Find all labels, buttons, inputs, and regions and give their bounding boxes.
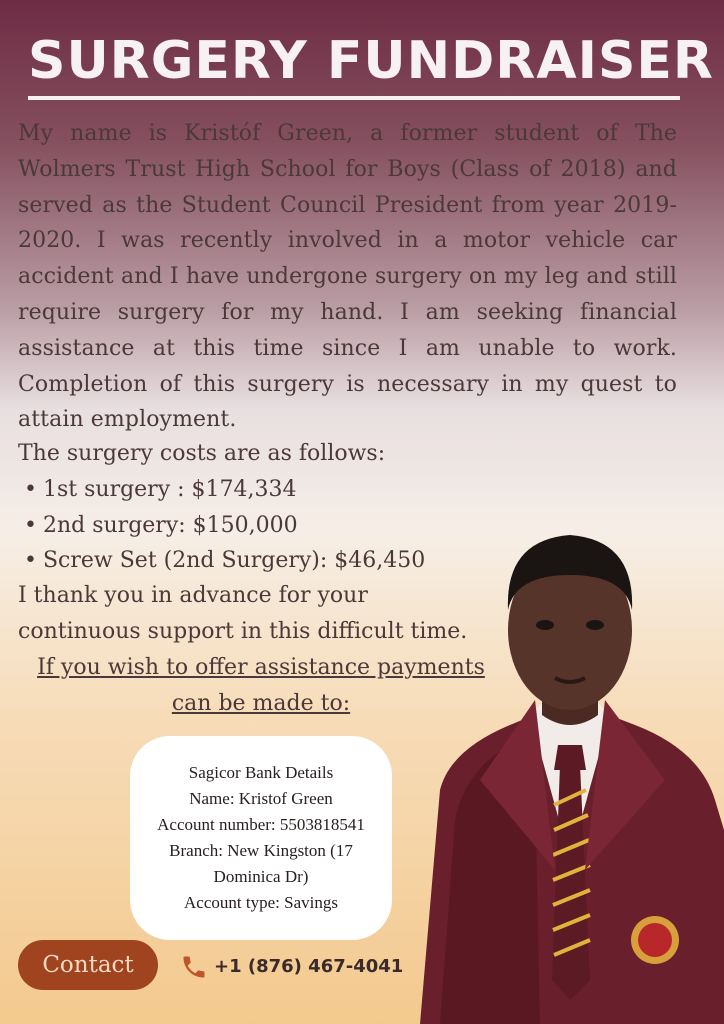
assist-line-2: can be made to: [171, 691, 351, 716]
cost-item-3: • Screw Set (2nd Surgery): $46,450 [24, 543, 425, 579]
bank-heading: Sagicor Bank Details [188, 763, 334, 782]
contact-button[interactable]: Contact [18, 940, 158, 990]
student-portrait [420, 530, 724, 1024]
phone-number[interactable]: +1 (876) 467-4041 [214, 956, 404, 977]
bank-branch-line-2: Dominica Dr) [213, 867, 309, 886]
costs-intro: The surgery costs are as follows: [18, 441, 386, 466]
cost-list [24, 472, 425, 579]
bank-details-card [130, 736, 392, 940]
assist-line-1: If you wish to offer assistance payments [37, 655, 485, 680]
cost-item-2: • 2nd surgery: $150,000 [24, 508, 425, 544]
thanks-line-2: continuous support in this difficult time. [18, 619, 468, 644]
title-underline [28, 96, 680, 100]
page-title: SURGERY FUNDRAISER [28, 31, 714, 91]
bank-account-name: Name: Kristof Green [189, 789, 333, 808]
phone-icon [180, 952, 208, 982]
bank-account-number: Account number: 5503818541 [157, 815, 365, 834]
thanks-line-1: I thank you in advance for your [18, 583, 368, 608]
story-paragraph: My name is Kristóf Green, a former student of The Wolmers Trust High School for Boys (Class of 2018) and served as the Student Council President from year 2019-2020. I was recently involved in a motor vehicle car accident and I have undergone surgery on my leg and still require surgery for my hand. I am seeking financial assistance at this time since I am unable to work. Completion of this surgery is necessary in my quest to attain employment. [18, 121, 677, 433]
cost-item-1: • 1st surgery : $174,334 [24, 472, 425, 508]
bank-account-type: Account type: Savings [184, 893, 338, 912]
bank-branch-line-1: Branch: New Kingston (17 [169, 841, 353, 860]
